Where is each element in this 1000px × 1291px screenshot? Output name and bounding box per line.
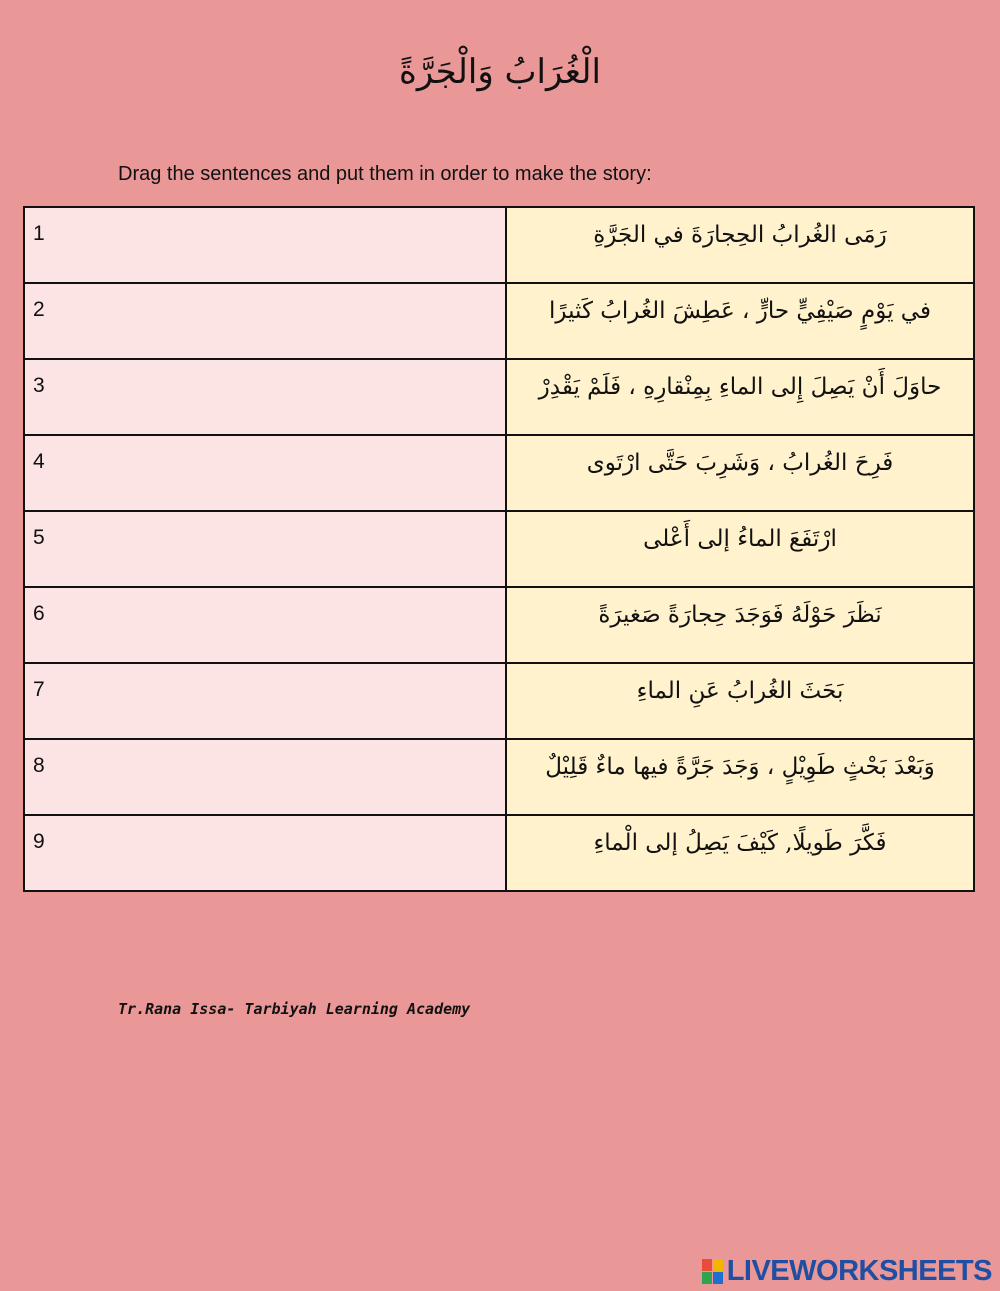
drop-zone[interactable] [24,663,506,739]
page-title: الْغُرَابُ وَالْجَرَّةً [399,52,601,92]
drop-zone[interactable] [24,359,506,435]
row-number: 6 [33,602,45,625]
draggable-sentence[interactable] [506,435,974,511]
brand-text: LIVEWORKSHEETS [726,1255,992,1287]
draggable-sentence[interactable] [506,587,974,663]
drop-zone[interactable] [24,815,506,891]
logo-tile-green [702,1272,712,1284]
table-row [24,435,974,511]
draggable-sentence[interactable] [506,663,974,739]
liveworksheets-logo-icon [702,1259,723,1284]
drop-zone[interactable] [24,511,506,587]
sentence-text: فَرِحَ الغُرابُ ، وَشَرِبَ حَتَّى ارْتَوى [586,450,894,476]
table-row [24,587,974,663]
table-row [24,663,974,739]
logo-tile-blue [713,1272,723,1284]
draggable-sentence[interactable] [506,815,974,891]
draggable-sentence[interactable] [506,359,974,435]
row-number: 1 [33,222,45,245]
sentence-text: بَحَثَ الغُرابُ عَنِ الماءِ [636,678,844,704]
sentence-text: ارْتَفَعَ الماءُ إلى أَعْلى [643,526,837,552]
table-row [24,815,974,891]
table-row [24,207,974,283]
row-number: 2 [33,298,45,321]
table-row [24,739,974,815]
liveworksheets-brand [702,1255,992,1288]
sentence-text: نَظَرَ حَوْلَهُ فَوَجَدَ حِجارَةً صَغيرَةً [598,602,882,628]
table-row [24,511,974,587]
drop-zone[interactable] [24,587,506,663]
table-row [24,283,974,359]
row-number: 8 [33,754,45,777]
sentence-text: حاوَلَ أَنْ يَصِلَ إِلى الماءِ بِمِنْقارِهِ ، فَلَمْ يَقْدِرْ [538,374,942,400]
drop-zone[interactable] [24,739,506,815]
teacher-credit: Tr.Rana Issa- Tarbiyah Learning Academy [118,1000,471,1018]
story-order-table [23,206,975,892]
sentence-text: وَبَعْدَ بَحْثٍ طَوِيْلٍ ، وَجَدَ جَرَّةً فيها ماءٌ قَلِيْلٌ [545,754,935,780]
sentence-text: في يَوْمٍ صَيْفِيٍّ حارٍّ ، عَطِشَ الغُرابُ كَثيرًا [549,298,931,324]
draggable-sentence[interactable] [506,207,974,283]
draggable-sentence[interactable] [506,739,974,815]
sentence-text: رَمَى الغُرابُ الحِجارَةَ في الجَرَّةِ [593,222,887,248]
logo-tile-yellow [713,1259,723,1271]
draggable-sentence[interactable] [506,511,974,587]
draggable-sentence[interactable] [506,283,974,359]
row-number: 5 [33,526,45,549]
row-number: 3 [33,374,45,397]
logo-tile-red [702,1259,712,1271]
row-number: 4 [33,450,45,473]
drop-zone[interactable] [24,435,506,511]
row-number: 7 [33,678,45,701]
sentence-text: فَكَّرَ طَويلًا, كَيْفَ يَصِلُ إلى الْماءِ [593,830,887,856]
row-number: 9 [33,830,45,853]
table-row [24,359,974,435]
drop-zone[interactable] [24,283,506,359]
instruction-text: Drag the sentences and put them in order to make the story: [118,163,652,185]
drop-zone[interactable] [24,207,506,283]
